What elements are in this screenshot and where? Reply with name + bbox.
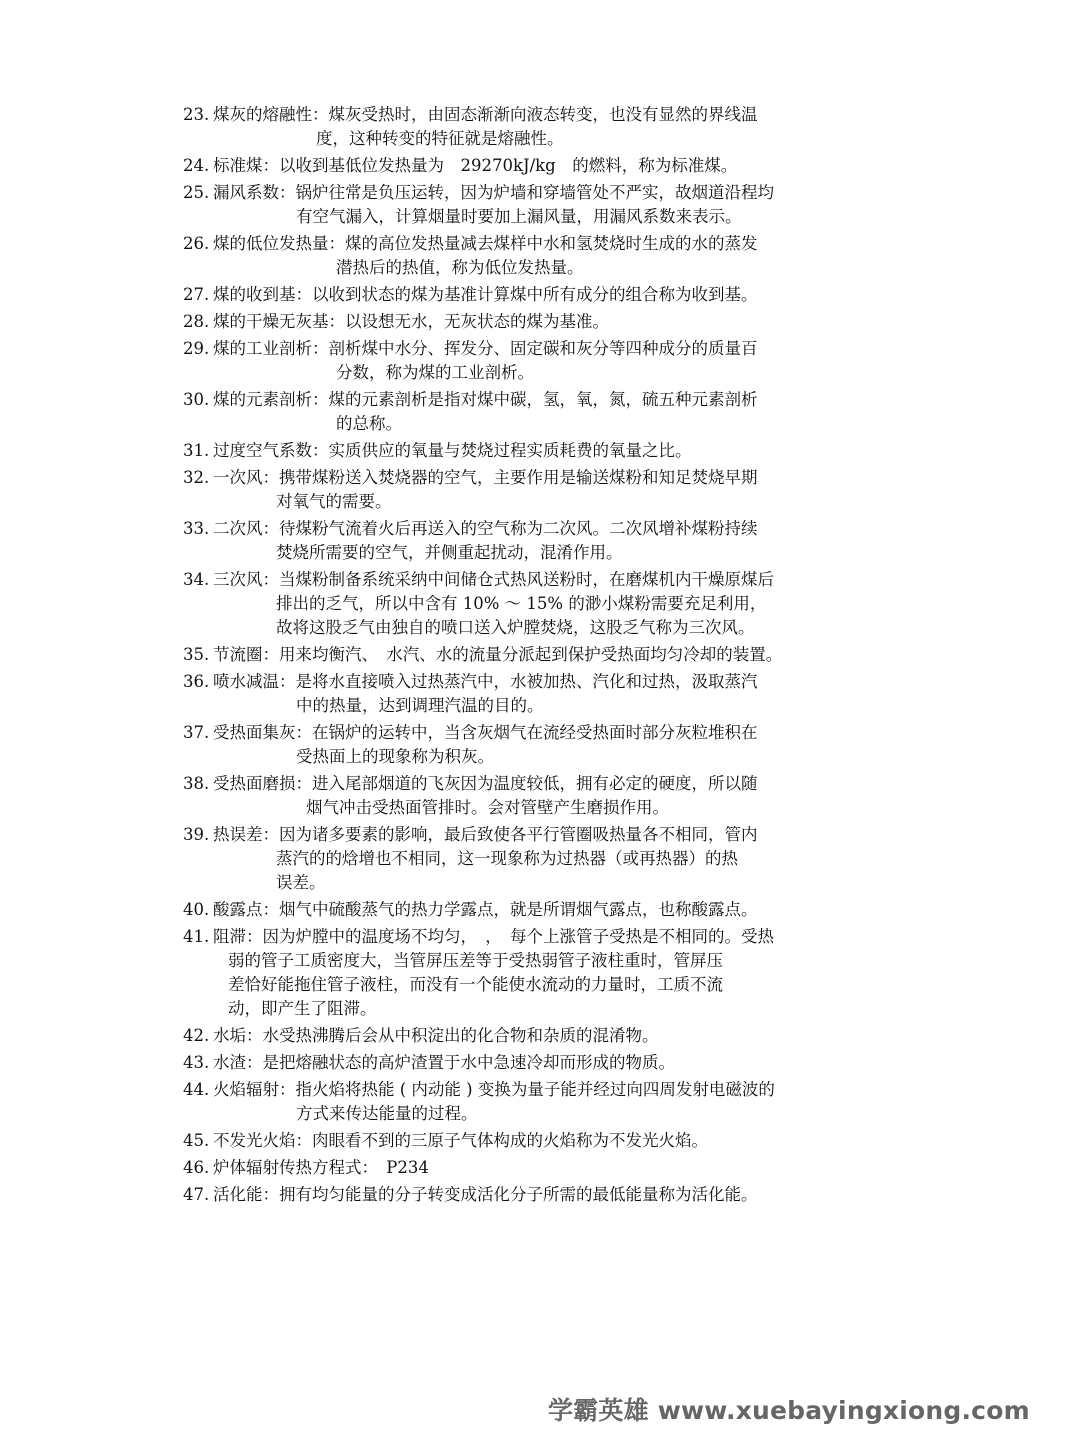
item-number: 44. bbox=[183, 1080, 210, 1099]
definition-text: 受热面集灰：在锅炉的运转中，当含灰烟气在流经受热面时部分灰粒堆积在 bbox=[213, 723, 758, 742]
definition-text: 误差。 bbox=[276, 873, 326, 892]
definition-continuation-line bbox=[183, 616, 873, 640]
definition-first-line bbox=[183, 1129, 873, 1153]
definition-continuation-line bbox=[183, 745, 873, 769]
item-number: 42. bbox=[183, 1026, 210, 1045]
definition-first-line bbox=[183, 772, 873, 796]
definition-first-line bbox=[183, 310, 873, 334]
definition-text: 煤的工业剖析：剖析煤中水分、挥发分、固定碳和灰分等四种成分的质量百 bbox=[213, 339, 758, 358]
definition-continuation-line bbox=[183, 694, 873, 718]
definition-first-line bbox=[183, 925, 873, 949]
definition-item bbox=[183, 1183, 873, 1207]
item-number: 30. bbox=[183, 390, 210, 409]
definition-text: 分数，称为煤的工业剖析。 bbox=[336, 363, 534, 382]
definition-continuation-line bbox=[183, 997, 873, 1021]
definition-continuation-line bbox=[183, 127, 873, 151]
definition-text: 三次风：当煤粉制备系统采纳中间储仓式热风送粉时，在磨煤机内干燥原煤后 bbox=[213, 570, 774, 589]
definition-text: 烟气冲击受热面管排时。会对管壁产生磨损作用。 bbox=[306, 798, 669, 817]
definition-continuation-line bbox=[183, 592, 873, 616]
definition-item bbox=[183, 1051, 873, 1075]
item-number: 41. bbox=[183, 927, 210, 946]
definition-first-line bbox=[183, 1183, 873, 1207]
definition-item bbox=[183, 898, 873, 922]
definition-first-line bbox=[183, 1024, 873, 1048]
definition-first-line bbox=[183, 1156, 873, 1180]
definition-text: 差恰好能拖住管子液柱，而没有一个能使水流动的力量时，工质不流 bbox=[228, 975, 723, 994]
definition-item bbox=[183, 1156, 873, 1180]
definition-continuation-line bbox=[183, 796, 873, 820]
definition-item bbox=[183, 103, 873, 151]
definition-text: 对氧气的需要。 bbox=[276, 492, 392, 511]
item-number: 36. bbox=[183, 672, 210, 691]
definition-continuation-line bbox=[183, 973, 873, 997]
definition-text: 动，即产生了阻滞。 bbox=[228, 999, 377, 1018]
definition-first-line bbox=[183, 517, 873, 541]
definition-item bbox=[183, 1078, 873, 1126]
definition-continuation-line bbox=[183, 871, 873, 895]
definition-first-line bbox=[183, 466, 873, 490]
definition-text: 炉体辐射传热方程式： P234 bbox=[213, 1158, 429, 1177]
definition-first-line bbox=[183, 181, 873, 205]
definition-first-line bbox=[183, 283, 873, 307]
definition-item bbox=[183, 232, 873, 280]
definition-text: 弱的管子工质密度大，当管屏压差等于受热弱管子液柱重时，管屏压 bbox=[228, 951, 723, 970]
item-number: 29. bbox=[183, 339, 210, 358]
definition-text: 煤的干燥无灰基：以设想无水，无灰状态的煤为基准。 bbox=[213, 312, 609, 331]
definition-text: 酸露点：烟气中硫酸蒸气的热力学露点，就是所谓烟气露点，也称酸露点。 bbox=[213, 900, 758, 919]
definition-item bbox=[183, 154, 873, 178]
definition-item bbox=[183, 1129, 873, 1153]
definition-item bbox=[183, 925, 873, 1021]
definition-item bbox=[183, 517, 873, 565]
item-number: 24. bbox=[183, 156, 210, 175]
definition-first-line bbox=[183, 568, 873, 592]
definition-continuation-line bbox=[183, 490, 873, 514]
definition-first-line bbox=[183, 1078, 873, 1102]
definition-first-line bbox=[183, 388, 873, 412]
definition-text: 一次风：携带煤粉送入焚烧器的空气，主要作用是输送煤粉和知足焚烧早期 bbox=[213, 468, 758, 487]
definition-continuation-line bbox=[183, 541, 873, 565]
item-number: 23. bbox=[183, 105, 210, 124]
definition-text: 煤灰的熔融性：煤灰受热时，由固态渐渐向液态转变，也没有显然的界线温 bbox=[213, 105, 758, 124]
definition-text: 喷水减温：是将水直接喷入过热蒸汽中，水被加热、汽化和过热，汲取蒸汽 bbox=[213, 672, 758, 691]
definition-item bbox=[183, 568, 873, 640]
item-number: 32. bbox=[183, 468, 210, 487]
definition-text: 中的热量，达到调理汽温的目的。 bbox=[296, 696, 544, 715]
definition-item bbox=[183, 772, 873, 820]
definition-item bbox=[183, 643, 873, 667]
item-number: 39. bbox=[183, 825, 210, 844]
item-number: 26. bbox=[183, 234, 210, 253]
definition-text: 二次风：待煤粉气流着火后再送入的空气称为二次风。二次风增补煤粉持续 bbox=[213, 519, 758, 538]
definition-text: 活化能：拥有均匀能量的分子转变成活化分子所需的最低能量称为活化能。 bbox=[213, 1185, 758, 1204]
definition-text: 火焰辐射：指火焰将热能 ( 内动能 ) 变换为量子能并经过向四周发射电磁波的 bbox=[213, 1080, 775, 1099]
definition-text: 焚烧所需要的空气，并侧重起扰动，混淆作用。 bbox=[276, 543, 623, 562]
definition-text: 漏风系数：锅炉往常是负压运转，因为炉墙和穿墙管处不严实，故烟道沿程均 bbox=[213, 183, 774, 202]
definition-text: 水垢：水受热沸腾后会从中积淀出的化合物和杂质的混淆物。 bbox=[213, 1026, 659, 1045]
definition-text: 潜热后的热值，称为低位发热量。 bbox=[336, 258, 584, 277]
definition-text: 故将这股乏气由独自的喷口送入炉膛焚烧，这股乏气称为三次风。 bbox=[276, 618, 755, 637]
definition-text: 煤的收到基：以收到状态的煤为基准计算煤中所有成分的组合称为收到基。 bbox=[213, 285, 758, 304]
definition-first-line bbox=[183, 898, 873, 922]
definition-item bbox=[183, 310, 873, 334]
definition-item bbox=[183, 439, 873, 463]
definition-item bbox=[183, 466, 873, 514]
definition-text: 标准煤：以收到基低位发热量为 29270kJ/kg 的燃料，称为标准煤。 bbox=[213, 156, 738, 175]
item-number: 40. bbox=[183, 900, 210, 919]
definition-text: 水渣：是把熔融状态的高炉渣置于水中急速冷却而形成的物质。 bbox=[213, 1053, 675, 1072]
definition-text: 蒸汽的的焓增也不相同，这一现象称为过热器（或再热器）的热 bbox=[276, 849, 738, 868]
definition-first-line bbox=[183, 103, 873, 127]
definition-first-line bbox=[183, 670, 873, 694]
item-number: 27. bbox=[183, 285, 210, 304]
definition-first-line bbox=[183, 721, 873, 745]
item-number: 47. bbox=[183, 1185, 210, 1204]
definition-continuation-line bbox=[183, 847, 873, 871]
definition-item bbox=[183, 1024, 873, 1048]
definition-continuation-line bbox=[183, 1102, 873, 1126]
item-number: 45. bbox=[183, 1131, 210, 1150]
definition-text: 热误差：因为诸多要素的影响，最后致使各平行管圈吸热量各不相同，管内 bbox=[213, 825, 758, 844]
definition-text: 方式来传达能量的过程。 bbox=[296, 1104, 478, 1123]
item-number: 35. bbox=[183, 645, 210, 664]
definition-first-line bbox=[183, 232, 873, 256]
definition-first-line bbox=[183, 337, 873, 361]
definition-item bbox=[183, 388, 873, 436]
definition-text: 的总称。 bbox=[336, 414, 402, 433]
definition-continuation-line bbox=[183, 256, 873, 280]
definition-text: 不发光火焰：肉眼看不到的三原子气体构成的火焰称为不发光火焰。 bbox=[213, 1131, 708, 1150]
definition-text: 煤的低位发热量：煤的高位发热量减去煤样中水和氢焚烧时生成的水的蒸发 bbox=[213, 234, 758, 253]
item-number: 25. bbox=[183, 183, 210, 202]
item-number: 46. bbox=[183, 1158, 210, 1177]
definition-text: 受热面磨损：进入尾部烟道的飞灰因为温度较低，拥有必定的硬度，所以随 bbox=[213, 774, 758, 793]
definition-item bbox=[183, 181, 873, 229]
item-number: 34. bbox=[183, 570, 210, 589]
definition-continuation-line bbox=[183, 412, 873, 436]
item-number: 28. bbox=[183, 312, 210, 331]
item-number: 37. bbox=[183, 723, 210, 742]
definition-first-line bbox=[183, 643, 873, 667]
definition-list bbox=[183, 103, 873, 1210]
definition-first-line bbox=[183, 1051, 873, 1075]
definition-item bbox=[183, 721, 873, 769]
definition-continuation-line bbox=[183, 361, 873, 385]
definition-continuation-line bbox=[183, 949, 873, 973]
definition-text: 有空气漏入，计算烟量时要加上漏风量，用漏风系数来表示。 bbox=[296, 207, 742, 226]
item-number: 38. bbox=[183, 774, 210, 793]
definition-text: 节流圈：用来均衡汽、 水汽、水的流量分派起到保护受热面均匀冷却的装置。 bbox=[213, 645, 783, 664]
item-number: 43. bbox=[183, 1053, 210, 1072]
definition-text: 过度空气系数：实质供应的氧量与焚烧过程实质耗费的氧量之比。 bbox=[213, 441, 692, 460]
definition-first-line bbox=[183, 439, 873, 463]
item-number: 31. bbox=[183, 441, 210, 460]
definition-text: 受热面上的现象称为积灰。 bbox=[296, 747, 494, 766]
definition-first-line bbox=[183, 823, 873, 847]
definition-text: 煤的元素剖析：煤的元素剖析是指对煤中碳，氢，氧，氮，硫五种元素剖析 bbox=[213, 390, 758, 409]
definition-continuation-line bbox=[183, 205, 873, 229]
definition-item bbox=[183, 670, 873, 718]
definition-text: 度，这种转变的特征就是熔融性。 bbox=[316, 129, 564, 148]
definition-text: 阻滞：因为炉膛中的温度场不均匀， ， 每个上涨管子受热是不相同的。受热 bbox=[213, 927, 774, 946]
definition-item bbox=[183, 337, 873, 385]
item-number: 33. bbox=[183, 519, 210, 538]
definition-item bbox=[183, 283, 873, 307]
definition-first-line bbox=[183, 154, 873, 178]
watermark-text: 学霸英雄 www.xuebayingxiong.com bbox=[548, 1396, 1030, 1425]
definition-item bbox=[183, 823, 873, 895]
definition-text: 排出的乏气，所以中含有 10% ～ 15% 的渺小煤粉需要充足利用， bbox=[276, 594, 767, 613]
